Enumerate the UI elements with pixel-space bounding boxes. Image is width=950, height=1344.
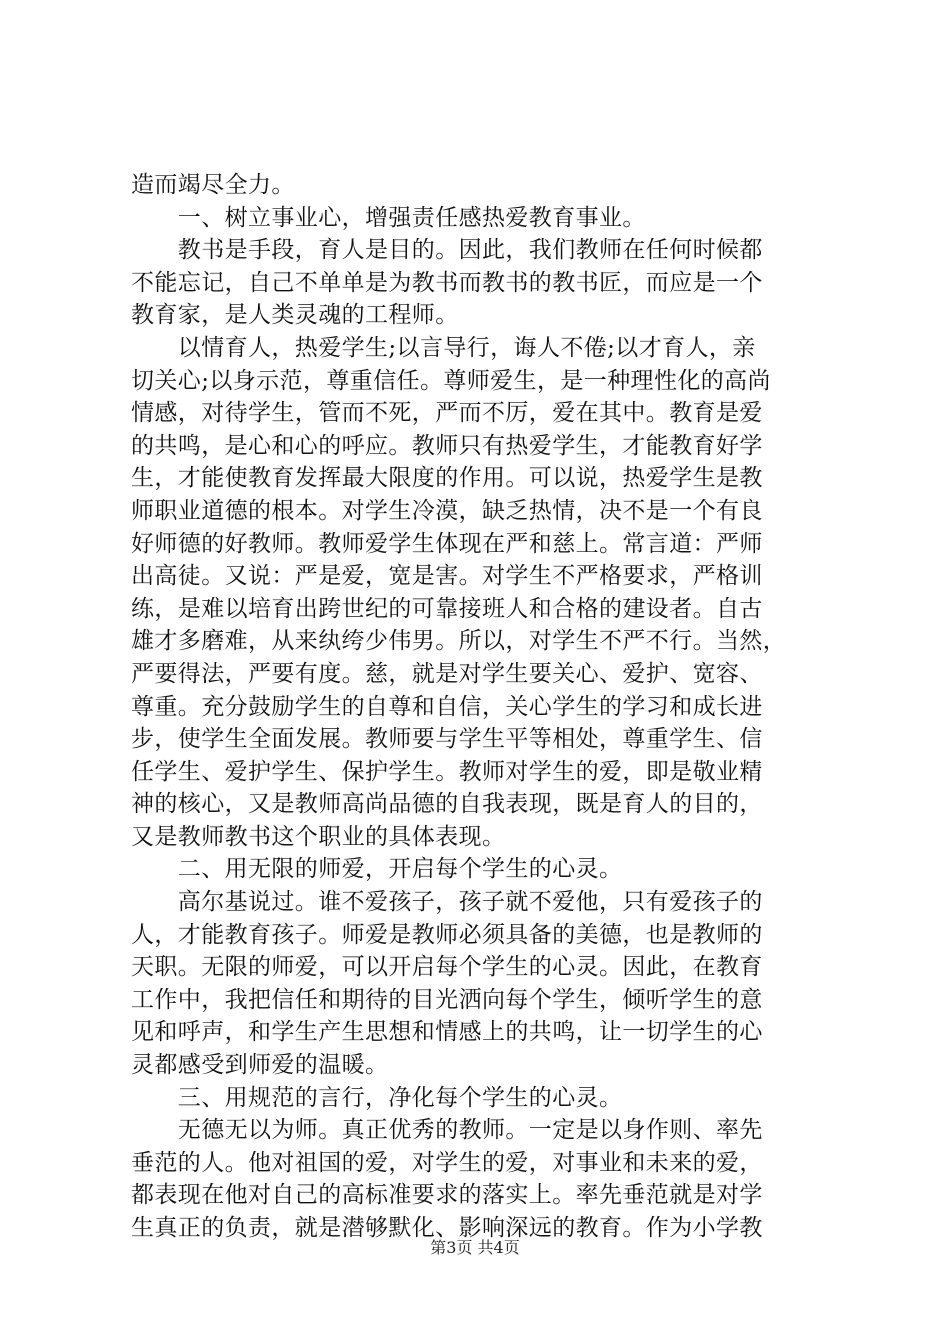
text-line: 生真正的负责，就是潜够默化、影响深远的教育。作为小学教 xyxy=(131,1215,763,1241)
text-line: 切关心;以身示范，尊重信任。尊师爱生，是一种理性化的高尚 xyxy=(131,367,771,394)
section-heading-3: 三、用规范的言行，净化每个学生的心灵。 xyxy=(131,1084,623,1111)
section-heading-2: 二、用无限的师爱，开启每个学生的心灵。 xyxy=(131,856,623,883)
text-line: 造而竭尽全力。 xyxy=(131,172,295,198)
text-line: 以情育人，热爱学生;以言导行，诲人不倦;以才育人，亲 xyxy=(131,334,756,361)
text-line: 见和呼声，和学生产生思想和情感上的共鸣，让一切学生的心 xyxy=(131,1019,763,1046)
text-line: 情感，对待学生，管而不死，严而不厉，爱在其中。教育是爱 xyxy=(131,400,763,427)
body-text xyxy=(131,169,831,1245)
text-line: 教育家，是人类灵魂的工程师。 xyxy=(131,302,459,329)
text-line: 教书是手段，育人是目的。因此，我们教师在任何时候都 xyxy=(131,237,763,264)
text-line: 灵都感受到师爱的温暖。 xyxy=(131,1052,389,1079)
text-line: 都表现在他对自己的高标准要求的落实上。率先垂范就是对学 xyxy=(131,1182,763,1209)
text-line: 出高徒。又说：严是爱，宽是害。对学生不严格要求，严格训 xyxy=(131,563,763,590)
text-line: 又是教师教书这个职业的具体表现。 xyxy=(131,823,506,850)
text-line: 人，才能教育孩子。师爱是教师必须具备的美德，也是教师的 xyxy=(131,921,763,948)
section-heading-1: 一、树立事业心，增强责任感热爱教育事业。 xyxy=(131,204,646,231)
text-line: 严要得法，严要有度。慈，就是对学生要关心、爱护、宽容、 xyxy=(131,660,763,687)
text-line: 步，使学生全面发展。教师要与学生平等相处，尊重学生、信 xyxy=(131,726,763,753)
text-line: 垂范的人。他对祖国的爱，对学生的爱，对事业和未来的爱， xyxy=(131,1149,763,1176)
text-line: 好师德的好教师。教师爱学生体现在严和慈上。常言道：严师 xyxy=(131,530,763,557)
text-line: 神的核心，又是教师高尚品德的自我表现，既是育人的目的， xyxy=(131,791,763,818)
text-line: 不能忘记，自己不单单是为教书而教书的教书匠，而应是一个 xyxy=(131,269,763,296)
text-line: 尊重。充分鼓励学生的自尊和自信，关心学生的学习和成长进 xyxy=(131,693,763,720)
text-line: 练，是难以培育出跨世纪的可靠接班人和合格的建设者。自古 xyxy=(131,595,763,622)
text-line: 工作中，我把信任和期待的目光洒向每个学生，倾听学生的意 xyxy=(131,986,763,1013)
text-line: 师职业道德的根本。对学生冷漠，缺乏热情，决不是一个有良 xyxy=(131,497,763,524)
page-indicator: 第3页 共4页 xyxy=(430,1238,520,1257)
text-line: 无德无以为师。真正优秀的教师。一定是以身作则、率先 xyxy=(131,1117,763,1144)
text-line: 任学生、爱护学生、保护学生。教师对学生的爱，即是敬业精 xyxy=(131,758,763,785)
text-line: 天职。无限的师爱，可以开启每个学生的心灵。因此，在教育 xyxy=(131,954,763,981)
text-line: 生，才能使教育发挥最大限度的作用。可以说，热爱学生是教 xyxy=(131,465,763,492)
text-line: 雄才多磨难，从来纨绔少伟男。所以，对学生不严不行。当然， xyxy=(131,628,787,655)
text-line: 高尔基说过。谁不爱孩子，孩子就不爱他，只有爱孩子的 xyxy=(131,889,763,916)
text-line: 的共鸣，是心和心的呼应。教师只有热爱学生，才能教育好学 xyxy=(131,432,763,459)
